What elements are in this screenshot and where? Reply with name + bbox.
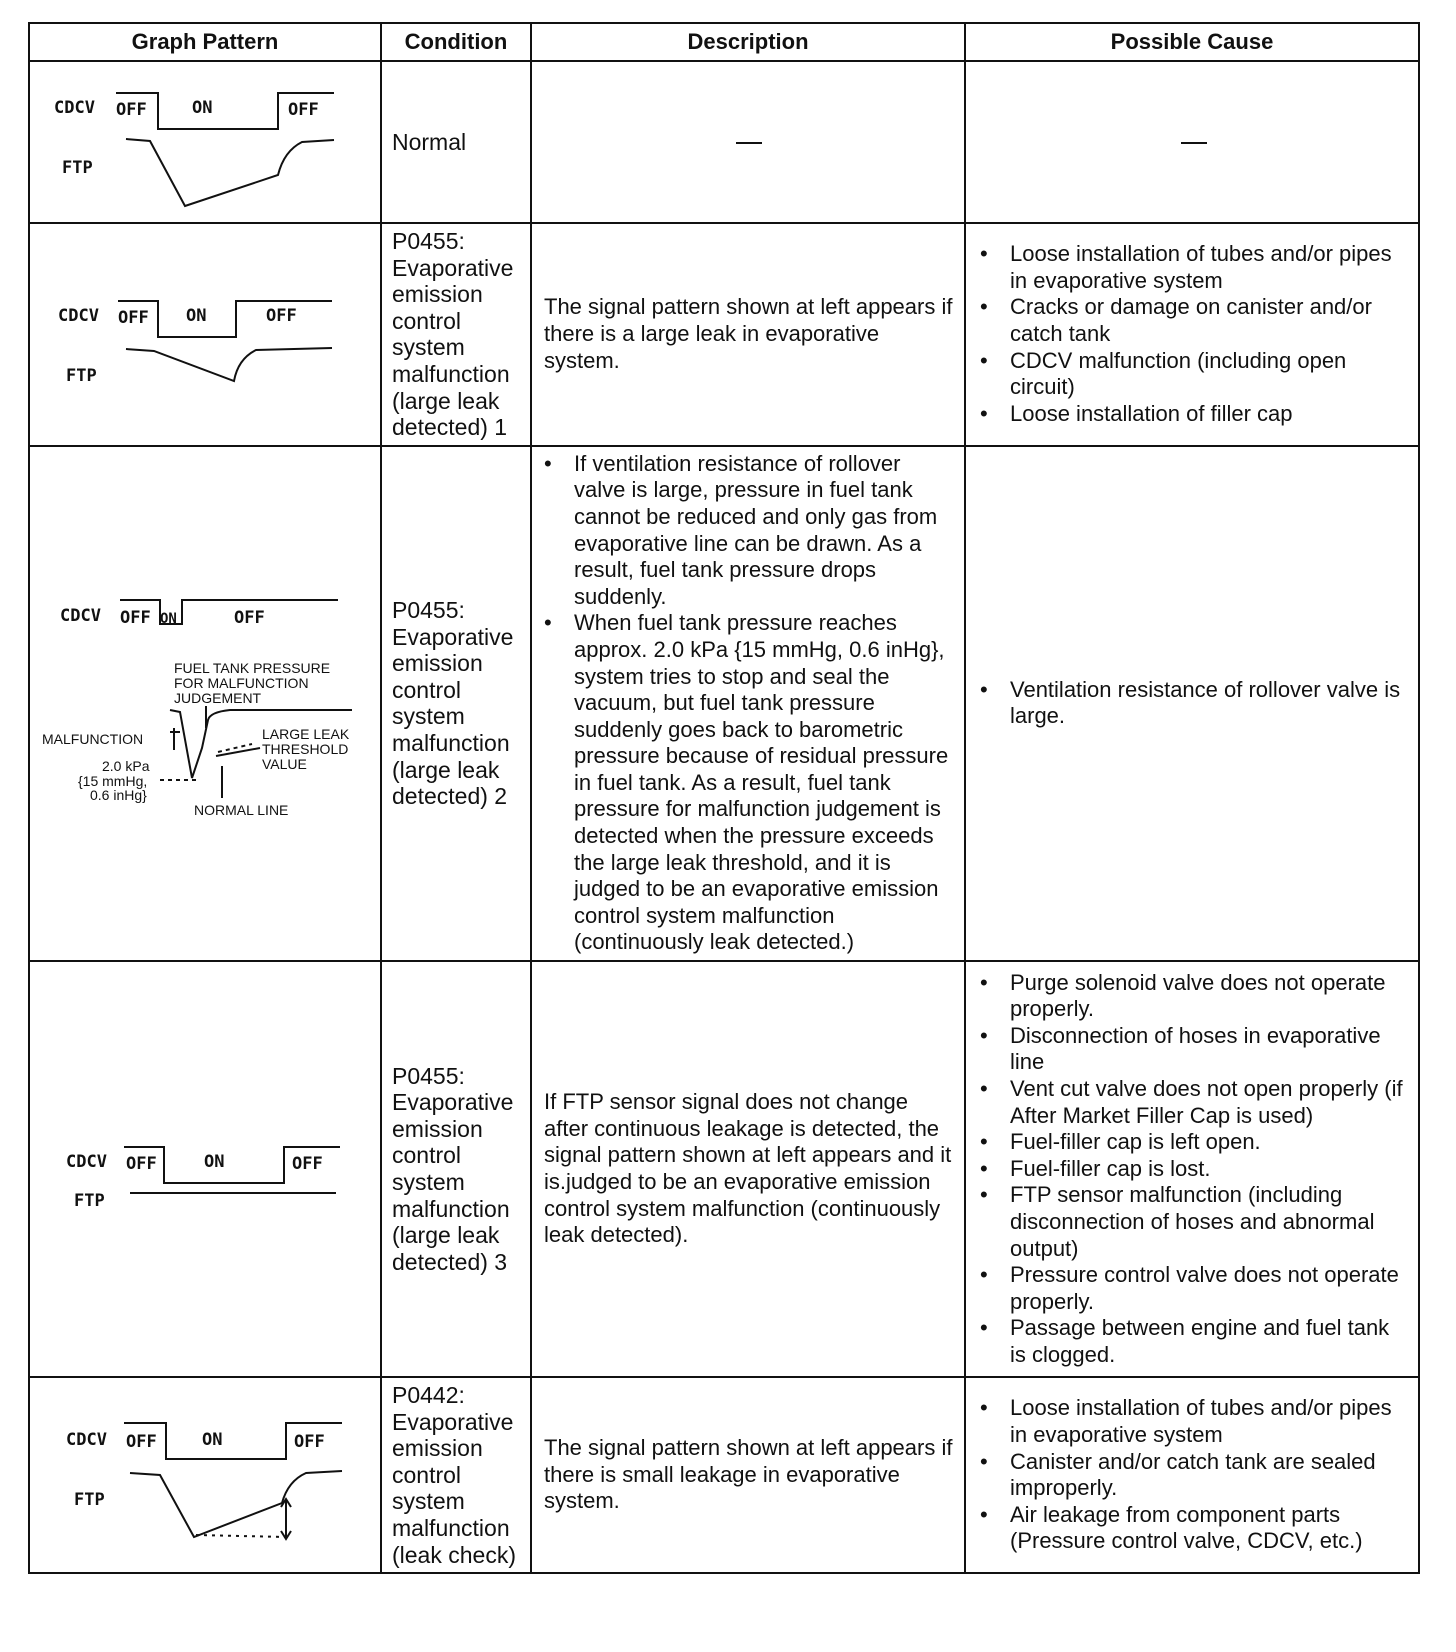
list-item: • Purge solenoid valve does not operate properly.: [980, 970, 1408, 1023]
threshold-arrow: [216, 748, 260, 756]
off-label: OFF: [126, 1432, 157, 1453]
cause-cell: [965, 61, 1419, 223]
table-row-large-leak-2: [29, 446, 1419, 961]
list-item: • Loose installation of tubes and/or pipes in evaporative system: [980, 241, 1408, 294]
cdcv-label: CDCV: [66, 1430, 107, 1451]
ftp-label: FTP: [62, 158, 93, 178]
header-condition: Condition: [381, 23, 531, 61]
graph-leak-check: [29, 1377, 381, 1573]
graph-normal-svg: [30, 63, 380, 221]
cause-list: [980, 241, 1408, 427]
annotation-large-leak: THRESHOLD: [262, 741, 349, 758]
condition-cell: P0455: Evaporative emission control system malfunction (large leak detected) 2: [381, 446, 531, 961]
table-row-large-leak-3: [29, 961, 1419, 1377]
description-cell: The signal pattern shown at left appears if there is a large leak in evaporative system.: [531, 223, 965, 446]
annotation-fuel-tank-pressure: FOR MALFUNCTION: [174, 675, 309, 692]
list-item: • When fuel tank pressure reaches approx. 2.0 kPa {15 mmHg, 0.6 inHg}, system tries to stop and seal the vacuum, but fuel tank pressure suddenly goes back to barometric pressure because of residual pressure in fuel tank. As a result, fuel tank pressure for malfunction judgement is detected when the pressure exceeds the large leak threshold, and it is judged to be an evaporative emission control system malfunction (continuously leak detected.): [544, 610, 954, 956]
annotation-kpa: 0.6 inHg}: [90, 787, 147, 804]
cdcv-signal-line: [118, 301, 332, 337]
list-item: • Passage between engine and fuel tank is clogged.: [980, 1315, 1408, 1368]
annotation-fuel-tank-pressure: FUEL TANK PRESSURE: [174, 660, 331, 677]
description-cell: If FTP sensor signal does not change after continuous leakage is detected, the signal pattern shown at left appears and it is.judged to be an evaporative emission control system malfunction (continuously leak detected).: [531, 961, 965, 1377]
baseline-dotted-line: [196, 1535, 286, 1537]
graph-large-leak-3-svg: [30, 963, 380, 1375]
list-item: • Disconnection of hoses in evaporative line: [980, 1023, 1408, 1076]
description-cell: The signal pattern shown at left appears if there is small leakage in evaporative system.: [531, 1377, 965, 1573]
graph-normal: [29, 61, 381, 223]
table-row-leak-check: [29, 1377, 1419, 1573]
ftp-signal-line: [126, 348, 332, 381]
description-list: [544, 451, 954, 956]
diagnostic-table: [28, 22, 1420, 1574]
off-label: OFF: [126, 1154, 157, 1175]
on-label: ON: [204, 1152, 225, 1173]
cdcv-label: CDCV: [58, 306, 99, 327]
list-item: • Pressure control valve does not operate properly.: [980, 1262, 1408, 1315]
graph-large-leak-2: [29, 446, 381, 961]
graph-large-leak-2-svg: [30, 448, 380, 958]
cause-cell: [965, 223, 1419, 446]
dash-mark: [736, 142, 762, 144]
dash-mark: [1181, 142, 1207, 144]
list-item: • CDCV malfunction (including open circuit): [980, 348, 1408, 401]
off-label: OFF: [288, 100, 319, 120]
on-label: ON: [192, 98, 213, 118]
list-item: • Air leakage from component parts (Pressure control valve, CDCV, etc.): [980, 1502, 1408, 1555]
off-label: OFF: [234, 608, 265, 629]
list-item: • Canister and/or catch tank are sealed improperly.: [980, 1449, 1408, 1502]
off-label: OFF: [266, 306, 297, 327]
graph-large-leak-3: [29, 961, 381, 1377]
annotation-malfunction: MALFUNCTION: [42, 731, 144, 748]
annotation-large-leak: LARGE LEAK: [262, 726, 350, 743]
list-item: • Fuel-filler cap is left open.: [980, 1129, 1408, 1156]
off-label: OFF: [118, 308, 149, 329]
table-row-normal: [29, 61, 1419, 223]
list-item: • Cracks or damage on canister and/or catch tank: [980, 294, 1408, 347]
graph-large-leak-1: [29, 223, 381, 446]
table-row-large-leak-1: [29, 223, 1419, 446]
annotation-normal-line: NORMAL LINE: [194, 802, 289, 819]
cause-list: [980, 1395, 1408, 1555]
cause-cell: [965, 446, 1419, 961]
annotation-kpa: 2.0 kPa: [102, 758, 150, 775]
graph-large-leak-1-svg: [30, 229, 380, 439]
list-item: • Ventilation resistance of rollover valve is large.: [980, 677, 1408, 730]
list-item: • Fuel-filler cap is lost.: [980, 1156, 1408, 1183]
annotation-fuel-tank-pressure: JUDGEMENT: [174, 690, 262, 707]
ftp-label: FTP: [74, 1191, 105, 1212]
condition-cell: Normal: [381, 61, 531, 223]
annotation-kpa: {15 mmHg,: [78, 773, 148, 790]
header-row: [29, 23, 1419, 61]
off-label: OFF: [292, 1154, 323, 1175]
list-item: • Loose installation of tubes and/or pipes in evaporative system: [980, 1395, 1408, 1448]
cdcv-label: CDCV: [60, 606, 101, 627]
annotation-large-leak: VALUE: [262, 756, 307, 773]
ftp-label: FTP: [66, 366, 97, 387]
cause-list: [980, 677, 1408, 730]
header-description: Description: [531, 23, 965, 61]
condition-cell: P0455: Evaporative emission control system malfunction (large leak detected) 1: [381, 223, 531, 446]
on-label: ON: [202, 1430, 223, 1451]
list-item: • FTP sensor malfunction (including disconnection of hoses and abnormal output): [980, 1182, 1408, 1262]
cdcv-signal-line: [120, 600, 338, 624]
list-item: • Loose installation of filler cap: [980, 401, 1408, 428]
condition-cell: P0455: Evaporative emission control system malfunction (large leak detected) 3: [381, 961, 531, 1377]
graph-leak-check-svg: [30, 1383, 380, 1567]
list-item: • Vent cut valve does not open properly (if After Market Filler Cap is used): [980, 1076, 1408, 1129]
cause-list: [980, 970, 1408, 1369]
condition-cell: P0442: Evaporative emission control system malfunction (leak check): [381, 1377, 531, 1573]
description-cell: [531, 61, 965, 223]
off-label: OFF: [294, 1432, 325, 1453]
description-cell: [531, 446, 965, 961]
off-label: OFF: [116, 100, 147, 120]
list-item: • If ventilation resistance of rollover valve is large, pressure in fuel tank cannot be reduced and only gas from evaporative line can be drawn. As a result, fuel tank pressure drops suddenly.: [544, 451, 954, 611]
ftp-signal-line: [126, 139, 334, 206]
ftp-label: FTP: [74, 1490, 105, 1511]
cause-cell: [965, 961, 1419, 1377]
on-short-label: ON: [160, 611, 177, 628]
off-label: OFF: [120, 608, 151, 629]
cdcv-label: CDCV: [66, 1152, 107, 1173]
header-possible-cause: Possible Cause: [965, 23, 1419, 61]
on-label: ON: [186, 306, 207, 327]
header-graph-pattern: Graph Pattern: [29, 23, 381, 61]
cause-cell: [965, 1377, 1419, 1573]
ftp-signal-line: [130, 1471, 342, 1537]
diagnostic-table-container: [28, 22, 1418, 1574]
cdcv-label: CDCV: [54, 98, 95, 118]
